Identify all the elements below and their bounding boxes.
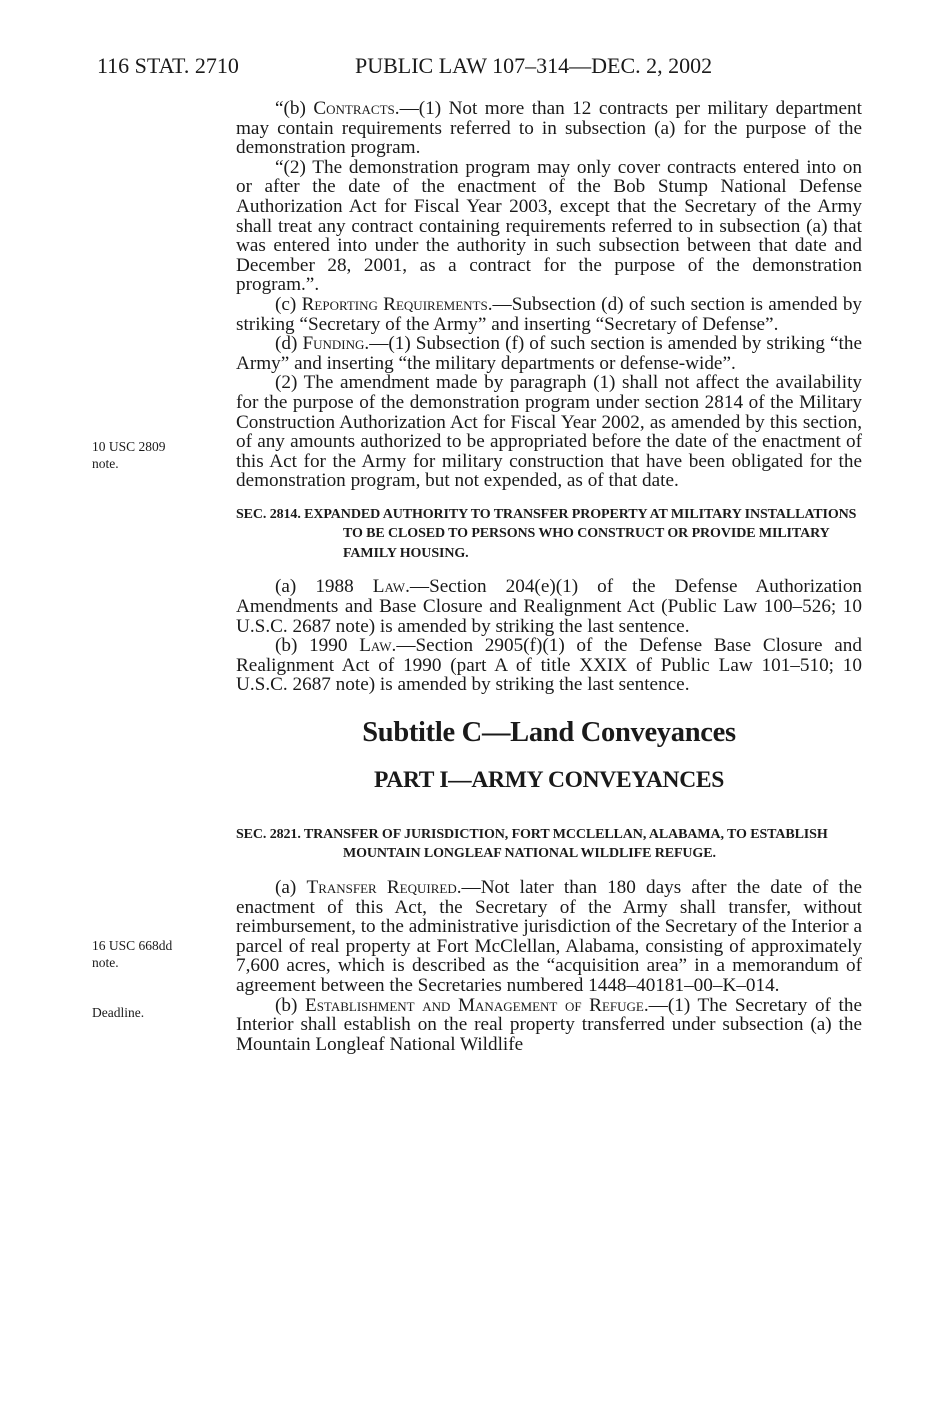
paragraph-heading: Funding. <box>302 333 370 355</box>
paragraph-text: —Section 2905(f)(1) of the Defense Base Closure and Realignment Act of 1990 (part A of title XXIX of Public Law 101–510; 10 U.S.C. 2687 note) is amended by striking the last sentence. <box>236 635 862 696</box>
paragraph-text: —(1) Not more than 12 contracts per military department may contain requirements referred to in subsection (a) for the purpose of the demonstration program. <box>236 98 862 159</box>
paragraph-heading: Law. <box>372 576 410 598</box>
main-text-column <box>236 99 862 1054</box>
page-header <box>97 50 747 82</box>
margin-note-text: 16 USC 668dd note. <box>92 938 173 970</box>
paragraph-text: —Section 204(e)(1) of the Defense Authorization Amendments and Base Closure and Realignment Act (Public Law 100–526; 10 U.S.C. 2687 note) is amended by striking the last sentence. <box>236 576 863 637</box>
paragraph-demonstration-scope: “(2) The demonstration program may only cover contracts entered into on or after the date of the enactment of the Bob Stump National Defense Authorization Act for Fiscal Year 2003, except that the Secretary of the Army shall treat any contract containing requirements referred to in subsection (a) that was entered into under the authority in such subsection between that date and December 28, 2001, as a contract for the purpose of the demonstration program.”. <box>236 156 862 296</box>
margin-note-text: 10 USC 2809 note. <box>92 439 166 471</box>
paragraph-open: (c) <box>275 293 302 315</box>
part-heading: PART I—ARMY CONVEYANCES <box>373 766 725 793</box>
paragraph-heading: Contracts. <box>313 98 400 119</box>
margin-note-text: Deadline. <box>92 1005 145 1020</box>
paragraph-1988-law <box>236 577 862 636</box>
paragraph-contracts <box>236 99 862 158</box>
section-heading-2821: SEC. 2821. TRANSFER OF JURISDICTION, FORT MCCLELLAN, ALABAMA, TO ESTABLISH MOUNTAIN LONGLEAF NATIONAL WILDLIFE REFUGE. <box>236 826 828 862</box>
spacer <box>236 795 862 811</box>
paragraph-heading: Law. <box>359 635 397 657</box>
paragraph-funding <box>236 334 862 373</box>
paragraph-text: —(1) Subsection (f) of such section is amended by striking “the Army” and inserting “the military departments or defense-wide”. <box>236 333 862 374</box>
paragraph-text: —(1) The Secretary of the Interior shall establish on the real property transferred under subsection (a) the Mountain Longleaf National Wildlife <box>236 994 862 1055</box>
paragraph-open: (b) <box>275 994 305 1016</box>
paragraph-funding-amendment-effect: (2) The amendment made by paragraph (1) shall not affect the availability for the purpose of the demonstration program under section 2814 of the Military Construction Authorization Act for Fiscal Year 2002, as amended by this section, of any amounts authorized to be appropriated before the date of the enactment of this Act for the Army for military construction that have been obligated for the demonstration program, but not expended, as of that date. <box>236 372 862 492</box>
paragraph-open: “(b) <box>275 98 314 119</box>
law-reference: PUBLIC LAW 107–314—DEC. 2, 2002 <box>355 53 713 78</box>
paragraph-reporting-requirements <box>236 295 862 334</box>
stat-reference: 116 STAT. 2710 <box>97 53 239 78</box>
paragraph-heading: Transfer Required. <box>306 876 462 898</box>
paragraph-1990-law <box>236 636 862 695</box>
paragraph-open: (d) <box>275 333 303 355</box>
paragraph-refuge-establishment <box>236 996 862 1055</box>
paragraph-heading: Reporting Requirements. <box>301 293 493 315</box>
paragraph-text: —Subsection (d) of such section is amended by striking “Secretary of the Army” and inserting “Secretary of Defense”. <box>236 293 863 335</box>
paragraph-transfer-required <box>236 878 862 996</box>
paragraph-open: (b) 1990 <box>275 635 360 657</box>
margin-note-usc-2809 <box>92 438 212 472</box>
margin-note-usc-668dd <box>92 937 212 971</box>
paragraph-text: —Not later than 180 days after the date of the enactment of this Act, the Secretary of the Army shall transfer, without reimbursement, to the administrative jurisdiction of the Secretary of the Interior a parcel of real property at Fort McClellan, Alabama, consisting of approximately 7,600 acres, which is described as the “acquisition area” in a memorandum of agreement between the Secretaries numbered 1448–40181–00–K–014. <box>236 876 862 996</box>
subtitle-heading: Subtitle C—Land Conveyances <box>362 716 736 748</box>
paragraph-heading: Establishment and Management of Refuge. <box>304 994 649 1016</box>
margin-note-deadline <box>92 1004 212 1021</box>
section-heading-2814: SEC. 2814. EXPANDED AUTHORITY TO TRANSFER PROPERTY AT MILITARY INSTALLATIONS TO BE CLOSED TO PERSONS WHO CONSTRUCT OR PROVIDE MILITARY FAMILY HOUSING. <box>236 506 857 561</box>
paragraph-open: (a) 1988 <box>275 576 373 598</box>
paragraph-open: (a) <box>275 876 307 898</box>
